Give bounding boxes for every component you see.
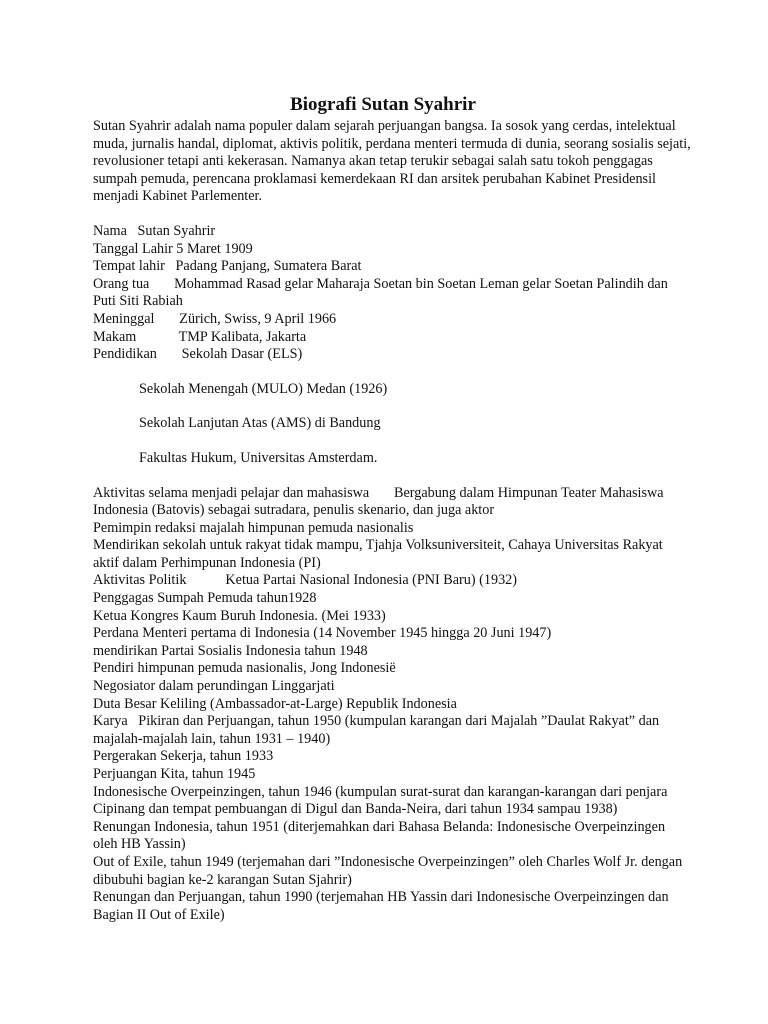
activity-line: Pergerakan Sekerja, tahun 1933 [93, 748, 274, 765]
document-page [93, 93, 693, 924]
activity-line: Aktivitas selama menjadi pelajar dan mahasiswa Bergabung dalam Himpunan Teater Mahasiswa Indonesia (Batovis) sebagai sutradara, penulis skenario, dan juga aktor [93, 484, 668, 519]
profile-pendidikan: Pendidikan Sekolah Dasar (ELS) [93, 346, 303, 363]
activity-line: Ketua Kongres Kaum Buruh Indonesia. (Mei 1933) [93, 607, 386, 624]
profile-block [93, 223, 693, 364]
intro-paragraph: Sutan Syahrir adalah nama populer dalam sejarah perjuangan bangsa. Ia sosok yang cerdas, intelektual muda, jurnalis handal, diplomat, aktivis politik, perdana menteri termuda di dunia, seorang sosialis sejati, revolusioner tetapi anti kekerasan. Namanya akan tetap terukir sebagai salah satu tokoh penggagas sumpah pemuda, perencana proklamasi kemerdekaan RI dan arsitek perubahan Kabinet Presidensil menjadi Kabinet Parlementer. [93, 118, 691, 205]
profile-tanggal-lahir: Tanggal Lahir 5 Maret 1909 [93, 240, 253, 257]
education-list [93, 381, 693, 468]
profile-orang-tua: Orang tua Mohammad Rasad gelar Maharaja Soetan bin Soetan Leman gelar Soetan Palindih dan Puti Siti Rabiah [93, 275, 672, 310]
activity-line: Perdana Menteri pertama di Indonesia (14 November 1945 hingga 20 Juni 1947) [93, 625, 552, 642]
profile-nama: Nama Sutan Syahrir [93, 222, 216, 239]
profile-meninggal: Meninggal Zürich, Swiss, 9 April 1966 [93, 310, 337, 327]
activity-line: Duta Besar Keliling (Ambassador-at-Large) Republik Indonesia [93, 695, 457, 712]
activities-list [93, 485, 693, 925]
activity-line: Negosiator dalam perundingan Linggarjati [93, 678, 335, 695]
activity-line: Pemimpin redaksi majalah himpunan pemuda nasionalis [93, 519, 414, 536]
education-item: Sekolah Menengah (MULO) Medan (1926) [139, 380, 388, 397]
activity-line: Renungan Indonesia, tahun 1951 (diterjemahkan dari Bahasa Belanda: Indonesische Overpeinzingen oleh HB Yassin) [93, 818, 669, 853]
activity-line: Penggagas Sumpah Pemuda tahun1928 [93, 590, 317, 607]
activity-line: Aktivitas Politik Ketua Partai Nasional Indonesia (PNI Baru) (1932) [93, 572, 517, 589]
activity-line: Out of Exile, tahun 1949 (terjemahan dari ”Indonesische Overpeinzingen” oleh Charles Wolf Jr. dengan dibubuhi bagian ke-2 karangan Sutan Sjahrir) [93, 853, 686, 888]
education-item: Sekolah Lanjutan Atas (AMS) di Bandung [139, 415, 381, 432]
section-gap [93, 468, 693, 485]
profile-tempat-lahir: Tempat lahir Padang Panjang, Sumatera Barat [93, 258, 362, 275]
activity-line: aktif dalam Perhimpunan Indonesia (PI) [93, 554, 321, 571]
activity-line: Karya Pikiran dan Perjuangan, tahun 1950 (kumpulan karangan dari Majalah ”Daulat Rakyat” dan majalah-majalah lain, tahun 1931 – 1940) [93, 713, 663, 747]
activity-line: Mendirikan sekolah untuk rakyat tidak mampu, Tjahja Volksuniversiteit, Cahaya Universitas Rakyat [93, 537, 663, 554]
activity-line: Indonesische Overpeinzingen, tahun 1946 (kumpulan surat-surat dan karangan-karangan dari penjara Cipinang dan tempat pembuangan di Digul dan Banda-Neira, dari tahun 1934 sampau 1938) [93, 783, 671, 818]
activity-line: Perjuangan Kita, tahun 1945 [93, 766, 256, 782]
activity-line: Pendiri himpunan pemuda nasionalis, Jong Indonesië [93, 660, 396, 677]
activity-line: Renungan dan Perjuangan, tahun 1990 (terjemahan HB Yassin dari Indonesische Overpeinzingen dan Bagian II Out of Exile) [93, 889, 673, 923]
page-title: Biografi Sutan Syahrir [290, 94, 476, 115]
profile-makam: Makam TMP Kalibata, Jakarta [93, 328, 307, 345]
activity-line: mendirikan Partai Sosialis Indonesia tahun 1948 [93, 642, 368, 659]
education-item: Fakultas Hukum, Universitas Amsterdam. [139, 449, 378, 466]
